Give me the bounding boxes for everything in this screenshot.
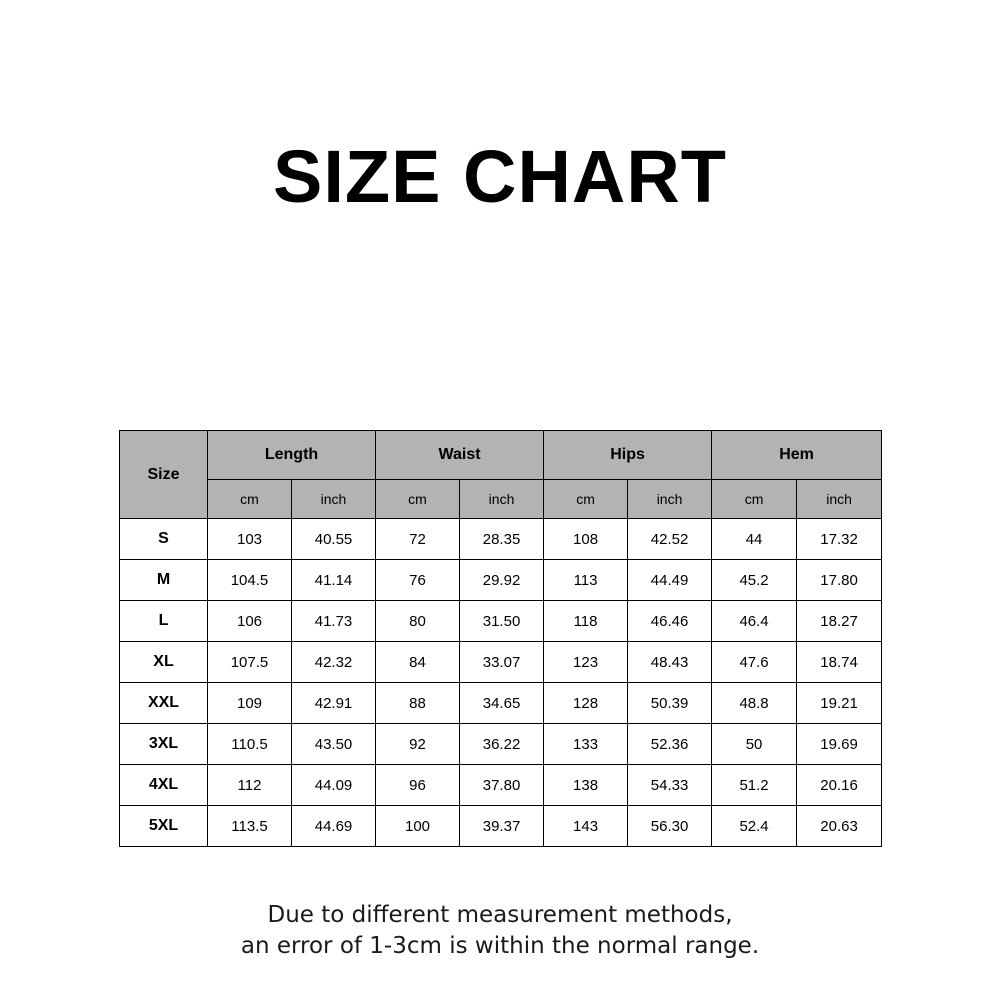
cell-length-inch: 42.32 xyxy=(292,642,376,683)
unit-header-length-cm: cm xyxy=(208,480,292,519)
cell-hips-cm: 113 xyxy=(544,560,628,601)
page-title: SIZE CHART xyxy=(273,135,727,218)
cell-hem-inch: 18.74 xyxy=(797,642,882,683)
cell-hem-inch: 18.27 xyxy=(797,601,882,642)
cell-hips-inch: 52.36 xyxy=(628,724,712,765)
cell-hips-cm: 108 xyxy=(544,519,628,560)
table-row xyxy=(120,806,882,847)
table-row xyxy=(120,601,882,642)
cell-waist-cm: 88 xyxy=(376,683,460,724)
cell-hips-cm: 118 xyxy=(544,601,628,642)
cell-length-cm: 106 xyxy=(208,601,292,642)
cell-hem-cm: 44 xyxy=(712,519,797,560)
unit-header-length-inch: inch xyxy=(292,480,376,519)
cell-hem-inch: 19.21 xyxy=(797,683,882,724)
cell-hips-inch: 42.52 xyxy=(628,519,712,560)
cell-waist-inch: 29.92 xyxy=(460,560,544,601)
cell-hips-cm: 133 xyxy=(544,724,628,765)
cell-waist-cm: 96 xyxy=(376,765,460,806)
cell-length-inch: 43.50 xyxy=(292,724,376,765)
cell-hem-cm: 50 xyxy=(712,724,797,765)
cell-waist-cm: 92 xyxy=(376,724,460,765)
cell-hem-inch: 20.63 xyxy=(797,806,882,847)
cell-length-cm: 112 xyxy=(208,765,292,806)
measurement-note xyxy=(0,900,1000,962)
cell-size: 3XL xyxy=(120,724,208,765)
table-row xyxy=(120,642,882,683)
cell-length-cm: 103 xyxy=(208,519,292,560)
table-header xyxy=(120,431,882,519)
cell-hem-cm: 48.8 xyxy=(712,683,797,724)
cell-size: S xyxy=(120,519,208,560)
table-row xyxy=(120,560,882,601)
column-group-waist: Waist xyxy=(376,431,544,480)
cell-length-inch: 41.14 xyxy=(292,560,376,601)
cell-waist-inch: 36.22 xyxy=(460,724,544,765)
cell-length-cm: 109 xyxy=(208,683,292,724)
cell-length-cm: 104.5 xyxy=(208,560,292,601)
cell-hem-inch: 17.32 xyxy=(797,519,882,560)
table-body xyxy=(120,519,882,847)
cell-waist-inch: 34.65 xyxy=(460,683,544,724)
cell-length-inch: 44.69 xyxy=(292,806,376,847)
measurement-note-line-1: Due to different measurement methods, xyxy=(267,902,733,928)
column-group-length: Length xyxy=(208,431,376,480)
cell-waist-inch: 39.37 xyxy=(460,806,544,847)
cell-length-inch: 41.73 xyxy=(292,601,376,642)
cell-hips-inch: 56.30 xyxy=(628,806,712,847)
cell-hem-inch: 19.69 xyxy=(797,724,882,765)
cell-waist-cm: 100 xyxy=(376,806,460,847)
measurement-note-line-2: an error of 1-3cm is within the normal range. xyxy=(240,933,760,960)
cell-hips-cm: 138 xyxy=(544,765,628,806)
table-row xyxy=(120,724,882,765)
unit-header-waist-inch: inch xyxy=(460,480,544,519)
cell-waist-cm: 76 xyxy=(376,560,460,601)
cell-size: XXL xyxy=(120,683,208,724)
cell-hem-cm: 46.4 xyxy=(712,601,797,642)
unit-header-waist-cm: cm xyxy=(376,480,460,519)
cell-hips-cm: 128 xyxy=(544,683,628,724)
cell-waist-inch: 28.35 xyxy=(460,519,544,560)
table-group-header-row xyxy=(120,431,882,480)
cell-waist-cm: 80 xyxy=(376,601,460,642)
table-row xyxy=(120,765,882,806)
cell-waist-inch: 33.07 xyxy=(460,642,544,683)
cell-hem-cm: 47.6 xyxy=(712,642,797,683)
unit-header-hips-cm: cm xyxy=(544,480,628,519)
size-chart-table xyxy=(119,430,882,847)
cell-hem-cm: 45.2 xyxy=(712,560,797,601)
cell-hips-inch: 44.49 xyxy=(628,560,712,601)
cell-hem-inch: 20.16 xyxy=(797,765,882,806)
cell-hips-cm: 123 xyxy=(544,642,628,683)
cell-size: XL xyxy=(120,642,208,683)
cell-hem-cm: 51.2 xyxy=(712,765,797,806)
cell-hem-inch: 17.80 xyxy=(797,560,882,601)
cell-hips-inch: 48.43 xyxy=(628,642,712,683)
cell-waist-cm: 72 xyxy=(376,519,460,560)
table-row xyxy=(120,683,882,724)
size-chart-table-container xyxy=(119,430,881,847)
cell-hem-cm: 52.4 xyxy=(712,806,797,847)
cell-size: 4XL xyxy=(120,765,208,806)
cell-length-cm: 110.5 xyxy=(208,724,292,765)
cell-length-inch: 44.09 xyxy=(292,765,376,806)
cell-length-inch: 42.91 xyxy=(292,683,376,724)
column-group-hips: Hips xyxy=(544,431,712,480)
cell-hips-inch: 46.46 xyxy=(628,601,712,642)
unit-header-hips-inch: inch xyxy=(628,480,712,519)
cell-length-cm: 113.5 xyxy=(208,806,292,847)
column-header-size: Size xyxy=(120,431,208,519)
cell-waist-inch: 37.80 xyxy=(460,765,544,806)
table-unit-header-row xyxy=(120,480,882,519)
cell-size: M xyxy=(120,560,208,601)
unit-header-hem-inch: inch xyxy=(797,480,882,519)
cell-waist-cm: 84 xyxy=(376,642,460,683)
table-row xyxy=(120,519,882,560)
column-group-hem: Hem xyxy=(712,431,882,480)
cell-size: L xyxy=(120,601,208,642)
cell-length-cm: 107.5 xyxy=(208,642,292,683)
cell-hips-cm: 143 xyxy=(544,806,628,847)
cell-size: 5XL xyxy=(120,806,208,847)
cell-hips-inch: 54.33 xyxy=(628,765,712,806)
cell-length-inch: 40.55 xyxy=(292,519,376,560)
cell-waist-inch: 31.50 xyxy=(460,601,544,642)
cell-hips-inch: 50.39 xyxy=(628,683,712,724)
unit-header-hem-cm: cm xyxy=(712,480,797,519)
